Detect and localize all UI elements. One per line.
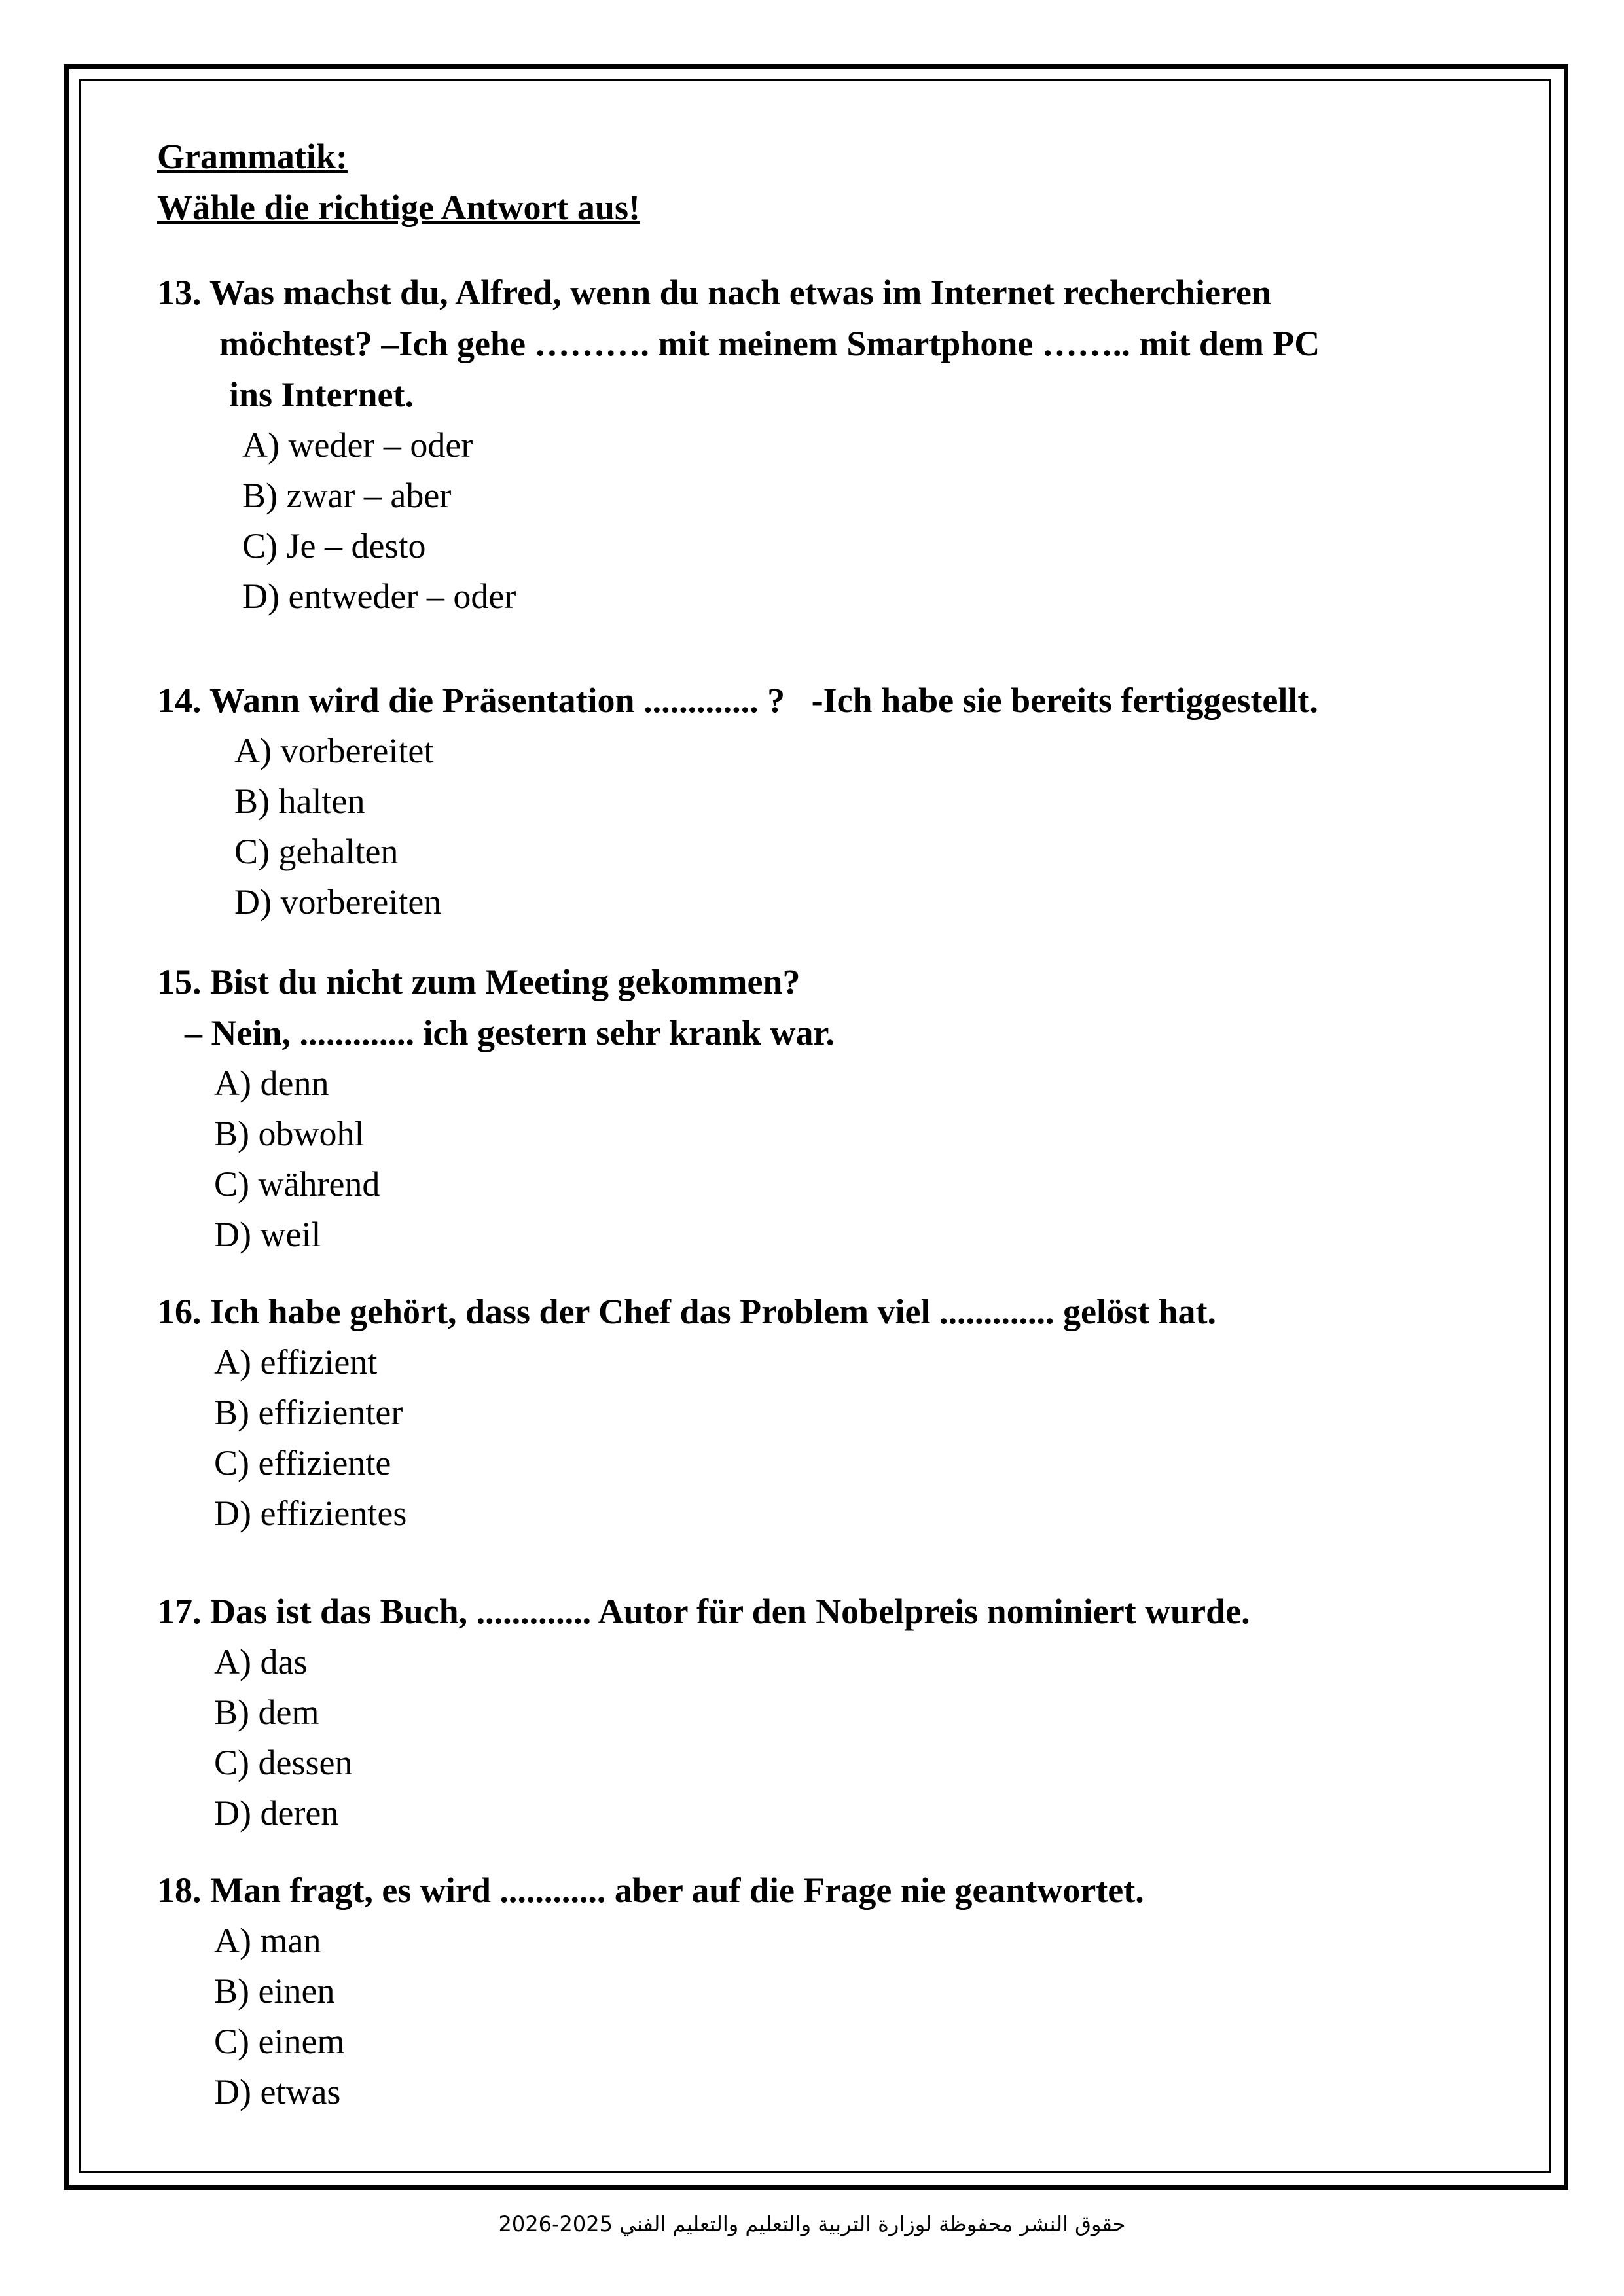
option-d[interactable]: D) effizientes <box>214 1494 407 1533</box>
question-text <box>157 675 1499 726</box>
option-c[interactable]: C) gehalten <box>234 832 399 871</box>
option-d[interactable]: D) vorbereiten <box>234 882 442 922</box>
answer-options <box>157 1637 1499 1839</box>
option-d[interactable]: D) weil <box>214 1215 321 1254</box>
question-line: 18. Man fragt, es wird ............ aber auf die Frage nie geantwortet. <box>157 1871 1144 1910</box>
option-d[interactable]: D) entweder – oder <box>242 577 516 616</box>
answer-options <box>157 420 1499 622</box>
option-b[interactable]: B) dem <box>214 1693 319 1732</box>
option-b[interactable]: B) obwohl <box>214 1114 365 1153</box>
option-d[interactable]: D) deren <box>214 1793 339 1833</box>
question-13 <box>157 267 1499 622</box>
option-a[interactable]: A) das <box>214 1642 308 1681</box>
answer-options <box>157 1337 1499 1539</box>
question-text <box>157 1586 1499 1637</box>
question-text <box>157 1286 1499 1337</box>
question-line: – Nein, ............. ich gestern sehr krank war. <box>185 1013 835 1052</box>
option-a[interactable]: A) man <box>214 1921 321 1960</box>
question-16 <box>157 1286 1499 1539</box>
option-d[interactable]: D) etwas <box>214 2072 341 2111</box>
question-15 <box>157 956 1499 1260</box>
exam-content <box>157 131 1499 2117</box>
question-line: 14. Wann wird die Präsentation ............. ? -Ich habe sie bereits fertiggestellt. <box>157 681 1318 720</box>
section-title: Grammatik: <box>157 137 348 176</box>
answer-options <box>157 726 1499 927</box>
question-line: möchtest? –Ich gehe ………. mit meinem Smartphone …….. mit dem PC <box>219 324 1320 363</box>
option-c[interactable]: C) dessen <box>214 1743 353 1782</box>
option-a[interactable]: A) weder – oder <box>242 425 473 465</box>
question-line: 17. Das ist das Buch, ............. Autor für den Nobelpreis nominiert wurde. <box>157 1592 1250 1631</box>
question-text <box>157 267 1499 420</box>
question-line: 15. Bist du nicht zum Meeting gekommen? <box>157 962 801 1001</box>
answer-options <box>157 1916 1499 2117</box>
option-a[interactable]: A) vorbereitet <box>234 731 434 770</box>
question-17 <box>157 1586 1499 1839</box>
question-line: 13. Was machst du, Alfred, wenn du nach etwas im Internet recherchieren <box>157 273 1272 312</box>
question-line: ins Internet. <box>229 375 414 414</box>
copyright-footer: حقوق النشر محفوظة لوزارة التربية والتعليم والتعليم الفني 2025-2026 <box>498 2212 1126 2236</box>
option-c[interactable]: C) während <box>214 1164 380 1204</box>
option-c[interactable]: C) einem <box>214 2022 345 2061</box>
option-b[interactable]: B) zwar – aber <box>242 476 452 515</box>
question-line: 16. Ich habe gehört, dass der Chef das Problem viel ............. gelöst hat. <box>157 1292 1216 1331</box>
option-b[interactable]: B) einen <box>214 1971 335 2011</box>
answer-options <box>157 1058 1499 1260</box>
question-14 <box>157 675 1499 927</box>
option-b[interactable]: B) halten <box>234 781 365 821</box>
option-c[interactable]: C) effiziente <box>214 1443 391 1482</box>
option-a[interactable]: A) denn <box>214 1064 329 1103</box>
question-text <box>157 956 1499 1058</box>
option-b[interactable]: B) effizienter <box>214 1393 403 1432</box>
instruction: Wähle die richtige Antwort aus! <box>157 188 640 227</box>
question-18 <box>157 1865 1499 2117</box>
option-a[interactable]: A) effizient <box>214 1342 378 1382</box>
question-text <box>157 1865 1499 1916</box>
option-c[interactable]: C) Je – desto <box>242 526 426 565</box>
